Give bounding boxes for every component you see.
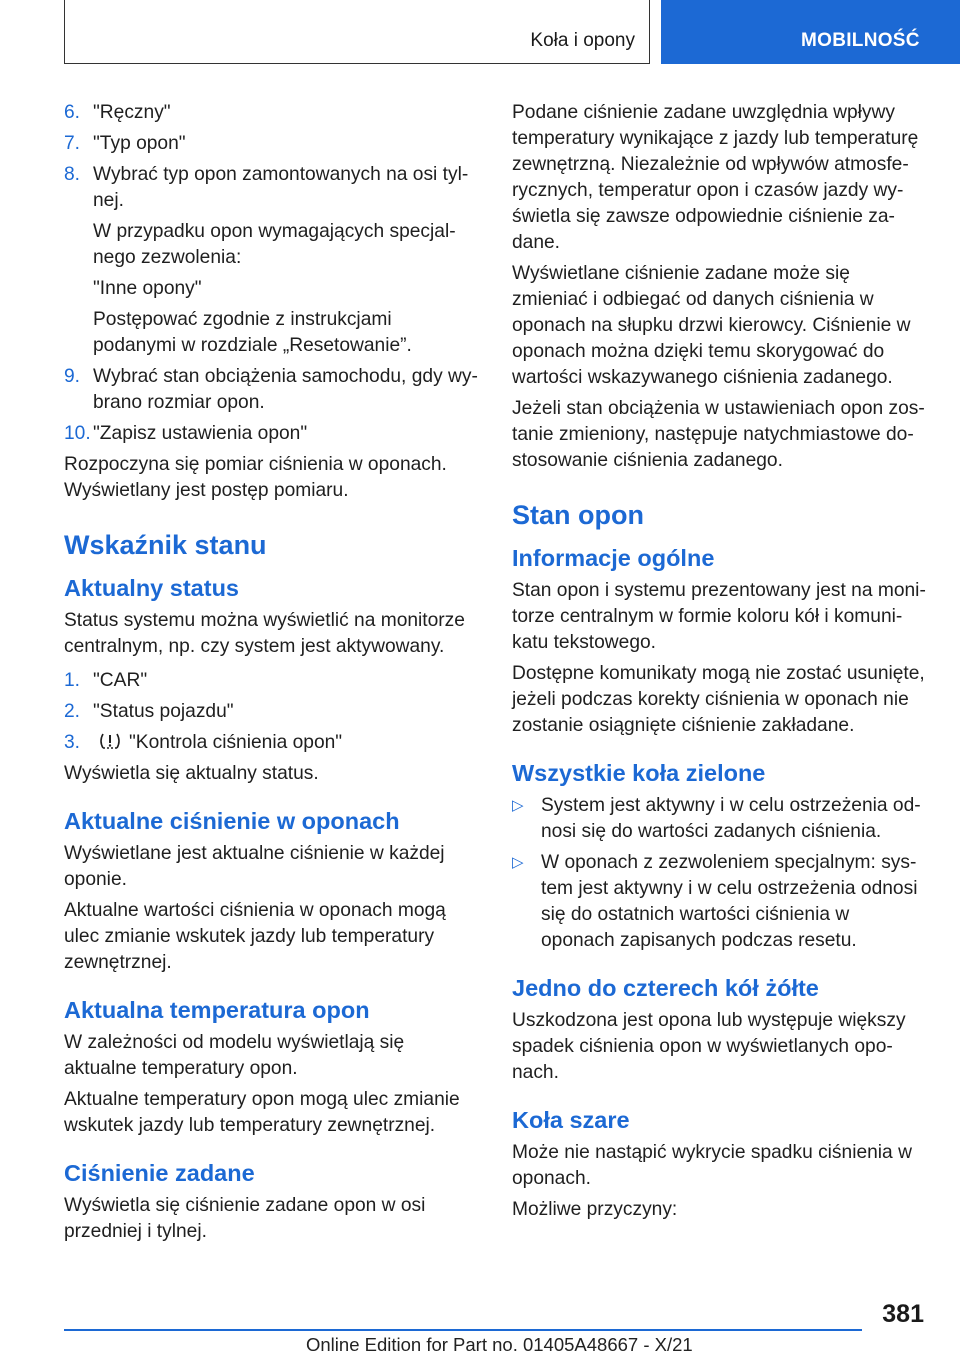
body-text: Może nie nastąpić wykrycie spadku ciśnienia w oponach. — [512, 1142, 912, 1189]
step-text: "Zapisz ustawienia opon" — [93, 423, 308, 444]
step-item — [64, 100, 479, 126]
subsection-heading: Aktualny status — [64, 575, 239, 601]
step-item — [64, 668, 479, 694]
body-text: Wyświetlane jest aktualne ciśnienie w każdej oponie. — [64, 843, 445, 890]
subsection-heading: Informacje ogólne — [512, 545, 715, 571]
subsection-heading: Aktualna temperatura opon — [64, 997, 370, 1023]
bullet-text: System jest aktywny i w celu ostrzeżenia odnosi się do wartości zadanych ciśnienia. — [541, 795, 921, 842]
step-item — [64, 162, 479, 359]
footer-edition: Online Edition for Part no. 01405A48667 - X/21 — [306, 1334, 693, 1355]
step-number: 1. — [64, 670, 81, 691]
step-item — [64, 730, 479, 756]
step-text: Wybrać typ opon zamontowanych na osi tylnej. — [93, 164, 469, 211]
right-column — [512, 100, 928, 1228]
step-text: "Ręczny" — [93, 102, 171, 123]
body-text: Wyświetla się aktualny status. — [64, 763, 319, 784]
section-heading: Stan opon — [512, 500, 644, 530]
step-number: 10. — [64, 423, 91, 444]
body-text: Aktualne temperatury opon mogą ulec zmianie wskutek jazdy lub temperatury zewnętrznej. — [64, 1089, 460, 1136]
body-text: Jeżeli stan obciążenia w ustawieniach opon zostanie zmieniony, następuje natychmiastowe dostosowanie ciśnienia zadanego. — [512, 398, 925, 471]
steps-list-2 — [64, 668, 479, 756]
steps-list-1 — [64, 100, 479, 447]
step-item — [64, 364, 479, 416]
step-text: "Kontrola ciśnienia opon" — [129, 732, 343, 753]
step-text: "CAR" — [93, 670, 148, 691]
subsection-heading: Wszystkie koła zielone — [512, 760, 766, 786]
step-text: "Status pojazdu" — [93, 701, 234, 722]
header-chapter-tab — [661, 0, 960, 64]
subsection-heading: Jedno do czterech kół żółte — [512, 975, 819, 1001]
left-column — [64, 100, 479, 1250]
page-number: 381 — [882, 1300, 924, 1328]
header-section-title: Koła i opony — [530, 30, 635, 51]
step-item — [64, 421, 479, 447]
step-text: Wybrać stan obciążenia samochodu, gdy wybrano rozmiar opon. — [93, 366, 478, 413]
step-text: W przypadku opon wymagających specjalnego zezwolenia: — [93, 221, 456, 268]
step-text: "Inne opony" — [93, 278, 202, 299]
subsection-heading: Koła szare — [512, 1107, 630, 1133]
bullet-triangle-icon: ▷ — [512, 854, 524, 871]
header-section-box — [64, 0, 650, 64]
step-item — [64, 131, 479, 157]
list-item — [512, 850, 928, 954]
step-number: 7. — [64, 133, 81, 154]
step-item — [64, 699, 479, 725]
header-chapter-title: MOBILNOŚĆ — [801, 30, 920, 51]
bullet-triangle-icon: ▷ — [512, 797, 524, 814]
step-number: 8. — [64, 164, 81, 185]
body-text: Status systemu można wyświetlić na monitorze centralnym, np. czy system jest aktywowany. — [64, 610, 465, 657]
body-text: Uszkodzona jest opona lub występuje większy spadek ciśnienia opon w wyświetlanych oponach. — [512, 1010, 906, 1083]
step-number: 2. — [64, 701, 81, 722]
body-text: Stan opon i systemu prezentowany jest na monitorze centralnym w formie koloru kół i komunikatu tekstowego. — [512, 580, 926, 653]
body-text: Podane ciśnienie zadane uwzględnia wpływy temperatury wynikające z jazdy lub temperaturę zewnętrzną. Niezależnie od wpływów atmosferycznych, temperatur opon i czasów jazdy wyświetla się zawsze odpowiednie ciśnienie zadane. — [512, 102, 919, 253]
body-text: Możliwe przyczyny: — [512, 1199, 678, 1220]
section-heading: Wskaźnik stanu — [64, 530, 267, 560]
body-text: Wyświetlane ciśnienie zadane może się zmieniać i odbiegać od danych ciśnienia w oponach na słupku drzwi kierowcy. Ciśnienie w oponach można dzięki temu skorygować do wartości wskazywanego ciśnienia zadanego. — [512, 263, 911, 388]
body-text: W zależności od modelu wyświetlają się aktualne temperatury opon. — [64, 1032, 405, 1079]
subsection-heading: Ciśnienie zadane — [64, 1160, 255, 1186]
step-text: Postępować zgodnie z instrukcjami podanymi w rozdziale „Resetowanie”. — [93, 309, 412, 356]
subsection-heading: Aktualne ciśnienie w oponach — [64, 808, 400, 834]
tire-pressure-warning-icon — [97, 731, 123, 751]
body-text: Aktualne wartości ciśnienia w oponach mogą ulec zmianie wskutek jazdy lub temperatury zewnętrznej. — [64, 900, 446, 973]
step-text: "Typ opon" — [93, 133, 186, 154]
footer-divider — [64, 1329, 862, 1331]
body-text: Rozpoczyna się pomiar ciśnienia w oponach. Wyświetlany jest postęp pomiaru. — [64, 454, 447, 501]
body-text: Wyświetla się ciśnienie zadane opon w osi przedniej i tylnej. — [64, 1195, 426, 1242]
body-text: Dostępne komunikaty mogą nie zostać usunięte, jeżeli podczas korekty ciśnienia w oponach nie zostanie osiągnięte ciśnienie zakładane. — [512, 663, 925, 736]
step-number: 3. — [64, 732, 81, 753]
step-number: 6. — [64, 102, 81, 123]
step-number: 9. — [64, 366, 81, 387]
list-item — [512, 793, 928, 845]
bullet-text: W oponach z zezwoleniem specjalnym: system jest aktywny i w celu ostrzeżenia odnosi się do ostatnich wartości ciśnienia w oponach zapisanych podczas resetu. — [541, 852, 918, 951]
